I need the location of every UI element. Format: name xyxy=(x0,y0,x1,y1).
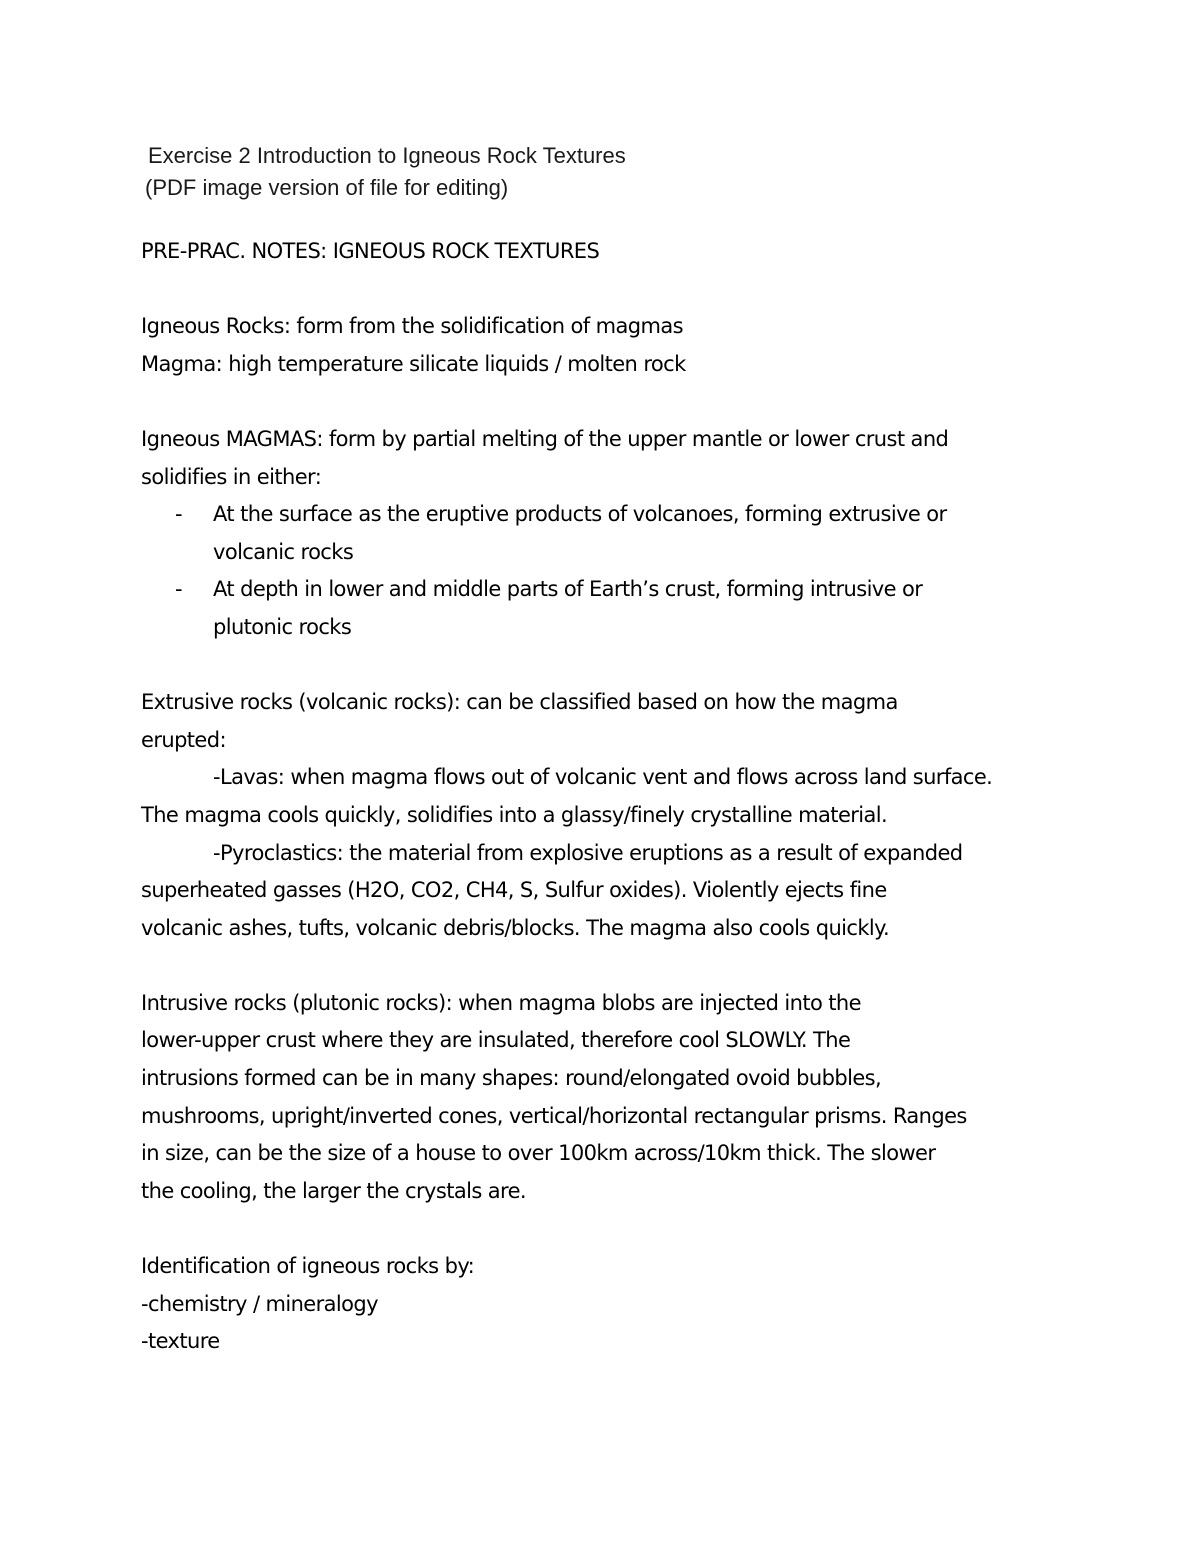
pyroclastics-line: -Pyroclastics: the material from explosive eruptions as a result of expanded xyxy=(213,840,963,865)
bullet-item xyxy=(141,571,1081,609)
paragraph-gap xyxy=(141,271,1081,309)
identification-item: -texture xyxy=(141,1329,220,1354)
intrusive-paragraph-line: Intrusive rocks (plutonic rocks): when magma blobs are injected into the xyxy=(141,990,861,1015)
paragraph-gap xyxy=(141,947,1081,985)
intrusive-paragraph-line: in size, can be the size of a house to over 100km across/10km thick. The slower xyxy=(141,1141,936,1166)
document-subtitle: (PDF image version of file for editing) xyxy=(145,175,509,200)
intrusive-paragraph-line: mushrooms, upright/inverted cones, vertical/horizontal rectangular prisms. Ranges xyxy=(141,1103,967,1128)
pyroclastics-line: volcanic ashes, tufts, volcanic debris/blocks. The magma also cools quickly. xyxy=(141,915,890,940)
bullet-item xyxy=(141,496,1081,534)
bullet-dash: - xyxy=(175,502,182,527)
identification-item: -chemistry / mineralogy xyxy=(141,1291,378,1316)
lavas-line: -Lavas: when magma flows out of volcanic vent and flows across land surface. xyxy=(213,765,993,790)
document-title: Exercise 2 Introduction to Igneous Rock Textures xyxy=(148,143,626,168)
bullet-text: At the surface as the eruptive products of volcanoes, forming extrusive or xyxy=(213,502,947,527)
intrusive-paragraph-line: intrusions formed can be in many shapes: round/elongated ovoid bubbles, xyxy=(141,1066,882,1091)
magmas-paragraph-line: solidifies in either: xyxy=(141,464,322,489)
identification-heading: Identification of igneous rocks by: xyxy=(141,1254,475,1279)
paragraph-gap xyxy=(141,1210,1081,1248)
paragraph-gap xyxy=(141,383,1081,421)
extrusive-paragraph-line: Extrusive rocks (volcanic rocks): can be classified based on how the magma xyxy=(141,690,898,715)
extrusive-paragraph-line: erupted: xyxy=(141,727,226,752)
definition-igneous-rocks: Igneous Rocks: form from the solidification of magmas xyxy=(141,314,683,339)
notes-heading: PRE-PRAC. NOTES: IGNEOUS ROCK TEXTURES xyxy=(141,239,600,263)
bullet-text-continued: volcanic rocks xyxy=(213,539,354,564)
bullet-text: At depth in lower and middle parts of Earth’s crust, forming intrusive or xyxy=(213,577,923,602)
definition-magma: Magma: high temperature silicate liquids / molten rock xyxy=(141,351,686,376)
notes-body xyxy=(141,233,1081,1361)
intrusive-paragraph-line: the cooling, the larger the crystals are. xyxy=(141,1178,526,1203)
document-header xyxy=(145,140,626,204)
magmas-paragraph-line: Igneous MAGMAS: form by partial melting of the upper mantle or lower crust and xyxy=(141,426,949,451)
bullet-text-continued: plutonic rocks xyxy=(213,614,352,639)
intrusive-paragraph-line: lower-upper crust where they are insulated, therefore cool SLOWLY. The xyxy=(141,1028,851,1053)
pyroclastics-line: superheated gasses (H2O, CO2, CH4, S, Sulfur oxides). Violently ejects fine xyxy=(141,878,887,903)
lavas-line: The magma cools quickly, solidifies into a glassy/finely crystalline material. xyxy=(141,802,888,827)
bullet-dash: - xyxy=(175,577,182,602)
paragraph-gap xyxy=(141,647,1081,685)
